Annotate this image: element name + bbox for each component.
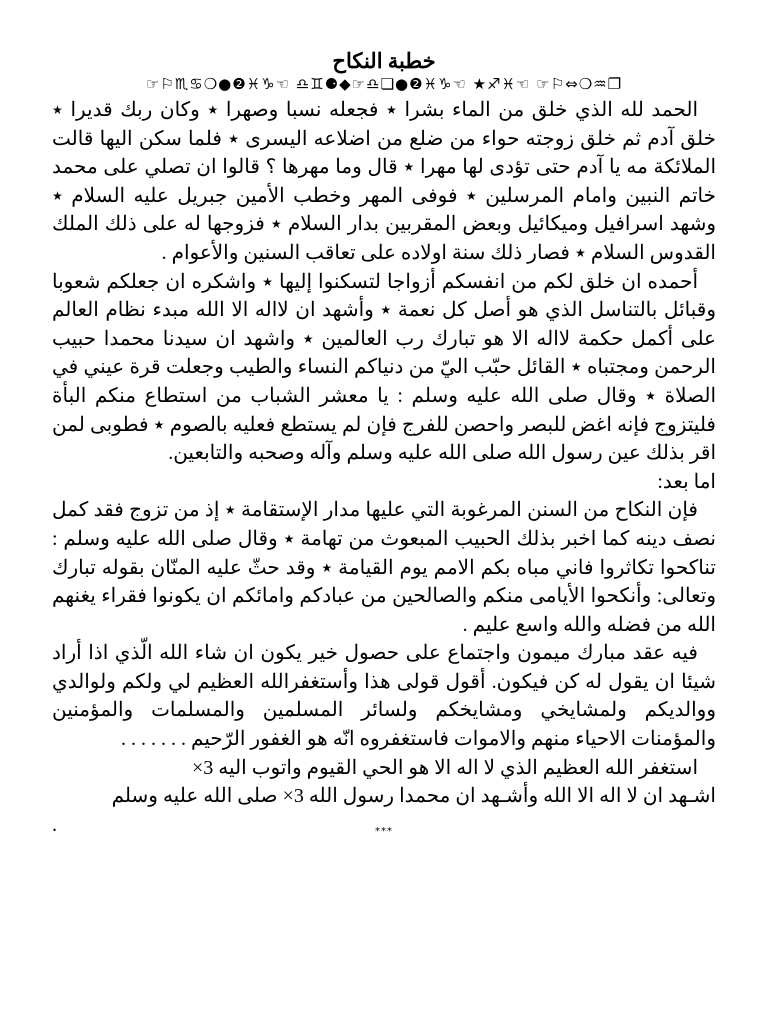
paragraph-shahada: اشـهد ان لا اله الا الله وأشـهد ان محمدا رسول الله 3× صلى الله عليه وسلم bbox=[111, 785, 716, 808]
paragraph-testimony: أحمده ان خلق لكم من انفسكم أزواجا لتسكنوا إليها ٭ واشكره ان جعلكم شعوبا وقبائل بالتناسل الذي هو أصل كل نعمة ٭ وأشهد ان لااله الا الله مبدء نظام العالم على أكمل حكمة لااله الا هو تبارك رب العالمين ٭ واشهد ان سيدنا محمدا حبيب الرحمن ومجتباه ٭ القائل حبّب اليّ من دنياكم النساء والطيب وجعلت قرة عيني في الصلاة ٭ وقال صلى الله عليه وسلم : يا معشر الشباب من استطاع منكم البأة فليتزوج فإنه اغض للبصر واحصن للفرج فإن لم يستطع فعليه بالصوم ٭ فطوبى لمن اقر بذلك عين رسول الله صلى الله عليه وسلم وآله وصحبه والتابعين. bbox=[52, 270, 716, 465]
paragraph-opening-praise: الحمد لله الذي خلق من الماء بشرا ٭ فجعله نسبا وصهرا ٭ وكان ربك قديرا ٭ خلق آدم ثم خلق زوجته حواء من ضلع من اضلاعه اليسرى ٭ فلما سكن اليها قالت الملائكة مه يا آدم حتى تؤدى لها مهرا ٭ قال وما مهرها ؟ قالوا ان تصلي على محمد خاتم النبين وامام المرسلين ٭ فوفى المهر وخطب الأمين جبريل عليه السلام ٭ وشهد اسرافيل وميكائيل وبعض المقربين بدار السلام ٭ فزوجها له على ذلك الملك القدوس السلام ٭ فصار ذلك سنة اولاده على تعاقب السنين والأعوام . bbox=[52, 99, 717, 264]
end-stars: *** bbox=[375, 826, 393, 837]
paragraph-istighfar: استغفر الله العظيم الذي لا اله الا هو الحي القيوم واتوب اليه 3× bbox=[192, 756, 698, 779]
closing-dot: . bbox=[52, 813, 57, 836]
ornament-line: ☞⚐♏♋❍●❷♓♑☜ ♎♊⚈◆☞♎❏●❷♓♑☜ ★♐♓☜ ☞⚐⇔❍♒❐ bbox=[145, 75, 623, 93]
paragraph-marriage-sunnah: فإن النكاح من السنن المرغوبة التي عليها مدار الإستقامة ٭ إذ من تزوج فقد كمل نصف دينه كما اخبر بذلك الحبيب المبعوث من تهامة ٭ وقال صلى الله عليه وسلم : تناكحوا تكاثروا فاني مباه بكم الامم يوم القيامة ٭ وقد حثّ عليه المنّان بقوله تبارك وتعالى: وأنكحوا الأيامى منكم والصالحين من عبادكم وامائكم ان يكونوا فقراء يغنهم الله من فضله والله واسع عليم . bbox=[52, 499, 716, 636]
paragraph-amma-baad: اما بعد: bbox=[657, 470, 716, 493]
document-page bbox=[52, 48, 716, 839]
paragraph-blessed-contract: فيه عقد مبارك ميمون واجتماع على حصول خير يكون ان شاء الله الّذي اذا أراد شيئا ان يقول له كن فيكون. أقول قولى هذا وأستغفرالله العظيم لي ولكم ولوالدي ووالديكم ولمشايخي ومشايخكم ولسائر المسلمين والمسلمات والمؤمنين والمؤمنات الاحياء منهم والاموات فاستغفروه انّه هو الغفور الرّحيم . . . . . . . bbox=[52, 642, 716, 751]
document-title: خطبة النكاح bbox=[332, 49, 436, 73]
